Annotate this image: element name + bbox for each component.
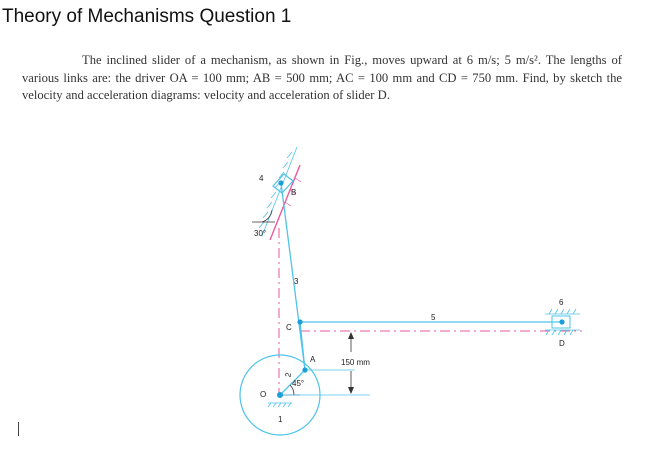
problem-statement-text: The inclined slider of a mechanism, as shown in Fig., moves upward at 6 m/s; 5 m/s². The lengths of various links are: the driver OA = 100 mm; AB = 500 mm; AC = 100 mm and CD = 750 mm. Find, by sketch the velocity and acceleration diagrams: velocity and acceleration of slider D. <box>22 53 622 102</box>
link-ab <box>281 183 305 370</box>
inclined-guide <box>270 165 300 240</box>
joint-o <box>277 392 283 398</box>
label-link-5: 5 <box>431 313 436 322</box>
label-d: D <box>559 339 565 348</box>
label-link-6: 6 <box>559 298 564 307</box>
link-ac <box>300 322 305 370</box>
angle-30-arc <box>262 210 272 222</box>
label-link-1: 1 <box>278 415 283 424</box>
dimension-arrowhead-up <box>348 332 354 339</box>
ground-o-hatching <box>268 403 292 407</box>
label-angle-45: 45° <box>292 379 305 388</box>
label-a: A <box>310 355 316 364</box>
slider-d-guide-top <box>545 309 580 314</box>
joint-c <box>297 319 302 324</box>
joint-d <box>559 319 564 324</box>
label-link-4: 4 <box>259 174 264 183</box>
label-link-3: 3 <box>294 277 299 286</box>
label-dimension-150mm: 150 mm <box>341 358 370 367</box>
label-angle-30: 30° <box>254 229 267 238</box>
joint-a <box>302 367 307 372</box>
label-o: O <box>260 390 267 399</box>
dimension-arrowhead-down <box>348 387 354 394</box>
label-b: B <box>291 188 297 197</box>
label-c: C <box>286 323 292 332</box>
joint-b <box>278 180 283 185</box>
label-link-2: 2 <box>283 371 294 378</box>
page-title: Theory of Mechanisms Question 1 <box>2 6 292 27</box>
